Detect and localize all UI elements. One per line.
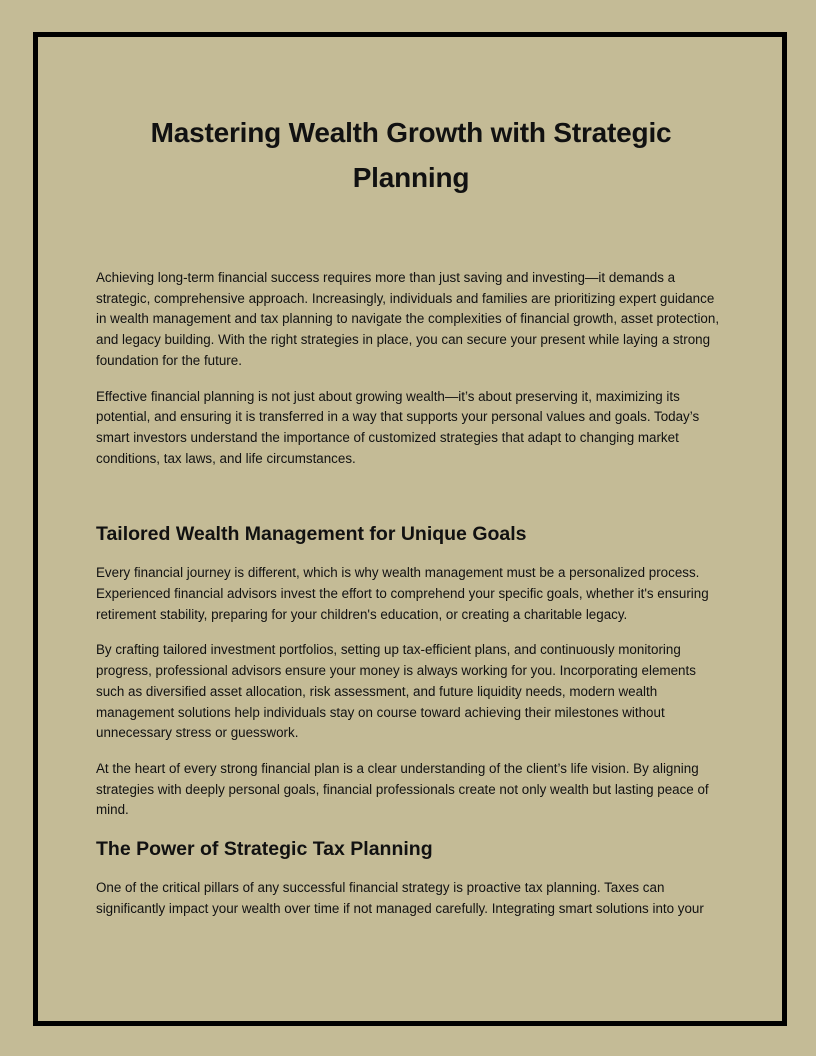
tax-paragraph-1: One of the critical pillars of any successful financial strategy is proactive tax planning. Taxes can significantly impact your wealth over time if not managed carefully. Integrating smart solutions into your xyxy=(96,880,704,916)
wealth-paragraph-2: By crafting tailored investment portfolios, setting up tax-efficient plans, and continuously monitoring progress, professional advisors ensure your money is always working for you. Incorporating elements such as diversified asset allocation, risk assessment, and future liquidity needs, modern wealth management solutions help individuals stay on course toward achieving their milestones without unnecessary stress or guesswork. xyxy=(96,642,696,741)
intro-paragraph-1: Achieving long-term financial success requires more than just saving and investing—it demands a strategic, comprehensive approach. Increasingly, individuals and families are prioritizing expert guidance in wealth management and tax planning to navigate the complexities of financial growth, asset protection, and legacy building. With the right strategies in place, you can secure your present while laying a strong foundation for the future. xyxy=(96,270,720,368)
section-heading-wealth-management: Tailored Wealth Management for Unique Goals xyxy=(96,523,527,546)
wealth-paragraph-3: At the heart of every strong financial plan is a clear understanding of the client’s life vision. By aligning strategies with deeply personal goals, financial professionals create not only wealth but lasting peace of mind. xyxy=(96,760,709,818)
document-body xyxy=(96,110,726,934)
page-title: Mastering Wealth Growth with Strategic Planning xyxy=(150,117,672,193)
wealth-paragraph-1: Every financial journey is different, which is why wealth management must be a personalized process. Experienced financial advisors invest the effort to comprehend your specific goals, whether it's ensuring retirement stability, preparing for your children's education, or creating a charitable legacy. xyxy=(96,565,709,622)
intro-paragraph-2: Effective financial planning is not just about growing wealth—it’s about preserving it, maximizing its potential, and ensuring it is transferred in a way that supports your personal values and goals. Today’s smart investors understand the importance of customized strategies that adapt to changing market conditions, tax laws, and life circumstances. xyxy=(96,388,700,466)
section-heading-tax-planning: The Power of Strategic Tax Planning xyxy=(96,838,433,861)
